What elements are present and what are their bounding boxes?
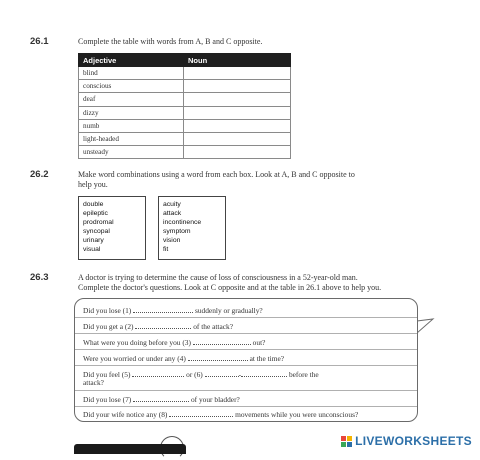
answer-blank-2[interactable] bbox=[135, 321, 191, 329]
word-box-item[interactable]: attack bbox=[163, 210, 182, 217]
question-text: suddenly or gradually? bbox=[194, 306, 263, 315]
adjective-cell: numb bbox=[79, 119, 184, 132]
question-text: - bbox=[238, 370, 242, 379]
question-4 bbox=[83, 353, 284, 363]
exercise-26-1-instruction: Complete the table with words from A, B and C opposite. bbox=[78, 37, 263, 46]
table-row bbox=[79, 67, 291, 80]
footer-tab bbox=[74, 444, 186, 454]
answer-blank-8[interactable] bbox=[169, 409, 233, 417]
adjective-cell: light-headed bbox=[79, 132, 184, 145]
divider bbox=[75, 333, 417, 334]
word-box-item[interactable]: prodromal bbox=[83, 219, 114, 226]
liveworksheets-logo bbox=[341, 434, 472, 448]
question-text: of the attack? bbox=[193, 322, 234, 331]
divider bbox=[75, 349, 417, 350]
divider bbox=[75, 365, 417, 366]
question-text: Did you get a (2) bbox=[83, 322, 134, 331]
word-box-item[interactable]: vision bbox=[163, 237, 181, 244]
question-text: or (6) bbox=[186, 370, 203, 379]
table-row bbox=[79, 132, 291, 145]
question-7 bbox=[83, 394, 240, 404]
adjective-cell: conscious bbox=[79, 80, 184, 93]
word-box-item[interactable]: fit bbox=[163, 246, 169, 253]
word-box-item[interactable]: syncopal bbox=[83, 228, 110, 235]
question-5-6-continued: attack? bbox=[83, 378, 104, 387]
noun-answer-cell[interactable] bbox=[184, 93, 291, 106]
question-text: out? bbox=[252, 338, 266, 347]
answer-blank-5[interactable] bbox=[132, 369, 184, 377]
table-row bbox=[79, 119, 291, 132]
adjective-cell: unsteady bbox=[79, 146, 184, 159]
doctor-questions-bubble bbox=[74, 298, 418, 422]
noun-header: Noun bbox=[184, 54, 291, 67]
question-text: Did your wife notice any (8) bbox=[83, 410, 168, 419]
question-text: What were you doing before you (3) bbox=[83, 338, 191, 347]
noun-answer-cell[interactable] bbox=[184, 119, 291, 132]
liveworksheets-logo-text: LIVEWORKSHEETS bbox=[355, 434, 472, 448]
divider bbox=[75, 390, 417, 391]
question-text: at the time? bbox=[249, 354, 285, 363]
adjective-header: Adjective bbox=[79, 54, 184, 67]
answer-blank-4[interactable] bbox=[188, 353, 248, 361]
question-3 bbox=[83, 337, 265, 347]
exercise-26-2-instruction-line1: Make word combinations using a word from each box. Look at A, B and C opposite to bbox=[78, 170, 355, 179]
answer-blank-1[interactable] bbox=[133, 305, 193, 313]
question-5-6 bbox=[83, 369, 319, 379]
answer-blank-7[interactable] bbox=[133, 394, 189, 402]
noun-answer-cell[interactable] bbox=[184, 67, 291, 80]
adjective-cell: dizzy bbox=[79, 106, 184, 119]
adjective-noun-table bbox=[78, 53, 291, 159]
word-box-2 bbox=[158, 196, 226, 260]
question-text: of your bladder? bbox=[190, 395, 240, 404]
exercise-26-2-instruction-line2: help you. bbox=[78, 180, 108, 189]
word-box-item[interactable]: epileptic bbox=[83, 210, 108, 217]
table-row bbox=[79, 93, 291, 106]
noun-answer-cell[interactable] bbox=[184, 146, 291, 159]
question-text: Were you worried or under any (4) bbox=[83, 354, 186, 363]
question-1 bbox=[83, 305, 263, 315]
divider bbox=[75, 317, 417, 318]
adjective-cell: blind bbox=[79, 67, 184, 80]
table-header-row bbox=[79, 54, 291, 67]
table-row bbox=[79, 146, 291, 159]
table-row bbox=[79, 106, 291, 119]
adjective-cell: deaf bbox=[79, 93, 184, 106]
answer-blank-6b[interactable] bbox=[238, 369, 287, 379]
liveworksheets-logo-icon bbox=[341, 436, 352, 447]
word-box-item[interactable]: visual bbox=[83, 246, 101, 253]
word-box-item[interactable]: urinary bbox=[83, 237, 104, 244]
exercise-number-26-3: 26.3 bbox=[30, 272, 49, 283]
word-box-item[interactable]: acuity bbox=[163, 201, 181, 208]
exercise-number-26-2: 26.2 bbox=[30, 169, 49, 180]
question-text: Did you lose (7) bbox=[83, 395, 132, 404]
question-text: Did you feel (5) bbox=[83, 370, 131, 379]
divider bbox=[75, 406, 417, 407]
table-row bbox=[79, 80, 291, 93]
exercise-number-26-1: 26.1 bbox=[30, 36, 49, 47]
question-text: before the bbox=[288, 370, 319, 379]
question-2 bbox=[83, 321, 233, 331]
word-box-item[interactable]: double bbox=[83, 201, 104, 208]
word-box-1 bbox=[78, 196, 146, 260]
exercise-26-3-instruction-line2: Complete the doctor's questions. Look at C opposite and at the table in 26.1 above to help you. bbox=[78, 283, 382, 292]
exercise-26-3-instruction-line1: A doctor is trying to determine the cause of loss of consciousness in a 52-year-old man. bbox=[78, 273, 358, 282]
noun-answer-cell[interactable] bbox=[184, 80, 291, 93]
noun-answer-cell[interactable] bbox=[184, 106, 291, 119]
question-text: Did you lose (1) bbox=[83, 306, 132, 315]
noun-answer-cell[interactable] bbox=[184, 132, 291, 145]
word-box-item[interactable]: incontinence bbox=[163, 219, 202, 226]
answer-blank-3[interactable] bbox=[193, 337, 251, 345]
answer-blank-6a[interactable] bbox=[205, 369, 242, 379]
word-box-item[interactable]: symptom bbox=[163, 228, 191, 235]
question-text: movements while you were unconscious? bbox=[235, 410, 359, 419]
question-8 bbox=[83, 409, 358, 419]
